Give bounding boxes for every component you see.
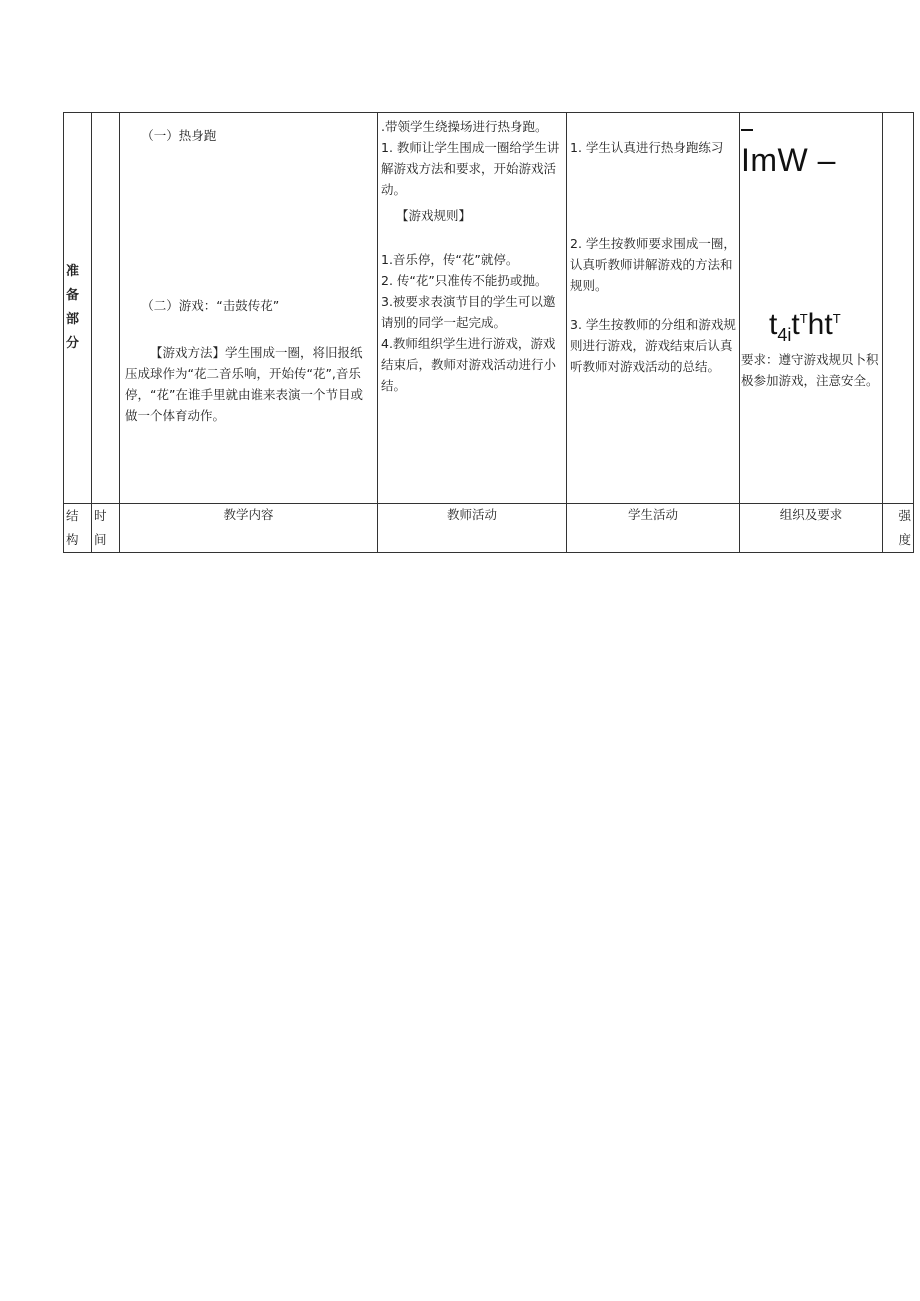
header-structure	[64, 504, 92, 553]
formation-sketch-2-text: t	[791, 308, 800, 341]
header-student: 学生活动	[567, 504, 740, 553]
organization-cell	[740, 113, 883, 504]
lesson-plan-table	[63, 112, 914, 553]
header-row	[64, 504, 914, 553]
student-activity-cell	[567, 113, 740, 504]
teacher-line: .带领学生绕操场进行热身跑。	[381, 119, 548, 134]
intensity-cell	[883, 113, 914, 504]
formation-sketch-text: ImW –	[741, 142, 836, 178]
header-intensity-char: 度	[898, 532, 911, 547]
rules-title: 【游戏规则】	[396, 208, 472, 223]
student-line: 1. 学生认真进行热身跑练习	[570, 140, 724, 155]
item2-title: （二）游戏：“击鼓传花”	[141, 298, 280, 313]
organization-requirement: 要求：遵守游戏规贝卜积极参加游戏，注意安全。	[741, 352, 879, 388]
header-time-char: 时	[94, 508, 107, 523]
game-method-text: 【游戏方法】学生围成一圈，将旧报纸压成球作为“花二音乐响，开始传“花”,音乐停，“花”在谁手里就由谁来表演一个节目或做一个体育动作。	[125, 345, 363, 423]
section-label-char: 部	[66, 312, 80, 327]
formation-sketch-2-text: T	[832, 311, 841, 326]
formation-sketch-2-text: t	[769, 308, 778, 341]
teacher-line: 4.教师组织学生进行游戏，游戏结束后，教师对游戏活动进行小结。	[381, 336, 557, 393]
formation-sketch-2-text: 4i	[777, 325, 792, 345]
section-label-char: 备	[66, 288, 80, 303]
header-intensity	[883, 504, 914, 553]
section-label-char: 准	[66, 264, 80, 279]
formation-sketch-2	[741, 303, 879, 351]
rule-item: 3.被要求表演节目的学生可以邀请别的同学一起完成。	[381, 294, 556, 330]
header-structure-char: 结	[66, 508, 79, 523]
prep-section-row	[64, 113, 914, 504]
header-teacher: 教师活动	[378, 504, 567, 553]
header-time-char: 间	[94, 532, 107, 547]
time-cell	[92, 113, 120, 504]
formation-sketch	[741, 143, 879, 177]
rule-item: 2. 传“花”只准传不能扔或抛。	[381, 273, 548, 288]
header-organization: 组织及要求	[740, 504, 883, 553]
item1-title: （一）热身跑	[141, 128, 217, 143]
rule-item: 1.音乐停，传“花”就停。	[381, 252, 519, 267]
student-line: 3. 学生按教师的分组和游戏规则进行游戏，游戏结束后认真听教师对游戏活动的总结。	[570, 317, 736, 374]
header-intensity-char: 强	[898, 508, 911, 523]
formation-sketch-2-text: ht	[807, 308, 833, 341]
header-time	[92, 504, 120, 553]
content-cell	[120, 113, 378, 504]
student-line: 2. 学生按教师要求围成一圈，认真听教师讲解游戏的方法和规则。	[570, 236, 736, 293]
header-content: 教学内容	[120, 504, 378, 553]
formation-sketch-2-text: T	[799, 311, 808, 326]
header-structure-char: 构	[66, 532, 79, 547]
teacher-line: 1. 教师让学生围成一圈给学生讲解游戏方法和要求，开始游戏活动。	[381, 140, 560, 197]
section-label-char: 分	[66, 336, 80, 351]
teacher-activity-cell	[378, 113, 567, 504]
section-label-prep	[64, 113, 92, 504]
